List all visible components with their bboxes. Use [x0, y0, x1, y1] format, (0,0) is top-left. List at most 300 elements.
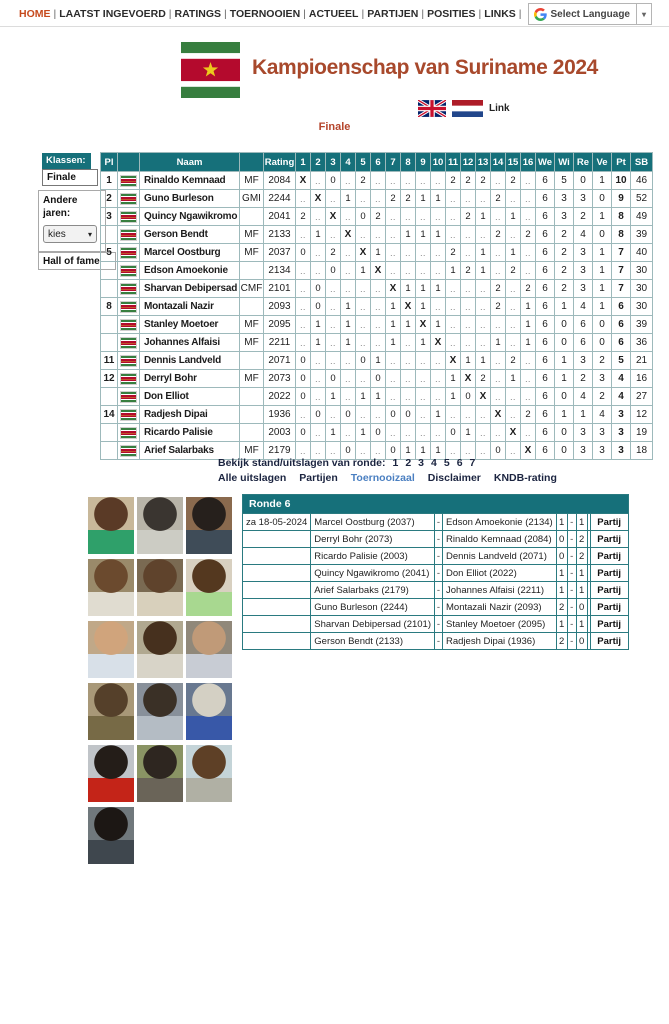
cell-result: 2 [521, 280, 536, 298]
cell-wi: 2 [555, 262, 574, 280]
cell-score-home: 2 [556, 599, 567, 616]
col-header-re: Re [574, 153, 593, 172]
cell-result: .. [461, 190, 476, 208]
top-nav [0, 3, 669, 25]
cell-result: .. [326, 442, 341, 460]
cell-score-away: 1 [576, 565, 587, 582]
cell-sb: 49 [631, 208, 653, 226]
cell-player-name: Don Elliot [140, 388, 240, 406]
round-link-7[interactable]: 7 [469, 457, 476, 469]
cell-flag [118, 424, 140, 442]
suriname-mini-flag-icon [121, 230, 136, 240]
cell-flag [118, 442, 140, 460]
round-links-line [218, 457, 475, 469]
cell-result: 2 [506, 262, 521, 280]
cell-wi: 3 [555, 208, 574, 226]
sidebar-andere-jaren-box [38, 190, 106, 252]
cell-result: 1 [521, 316, 536, 334]
link-partijen[interactable]: Partijen [299, 472, 338, 484]
language-selector[interactable] [528, 3, 652, 25]
player-photo [88, 621, 134, 678]
cell-away-player: Dennis Landveld (2071) [443, 548, 557, 565]
round-results-body [243, 495, 629, 650]
cell-result: .. [491, 262, 506, 280]
crosstable-row [101, 208, 653, 226]
link-toernooizaal[interactable]: Toernooizaal [350, 472, 415, 484]
cell-result: 1 [431, 442, 446, 460]
suriname-mini-flag-icon [121, 194, 136, 204]
cell-result: .. [491, 244, 506, 262]
language-link-row [418, 100, 510, 117]
cell-rating: 1936 [264, 406, 296, 424]
cell-result: .. [476, 442, 491, 460]
cell-date [243, 616, 311, 633]
round-result-row [243, 582, 629, 599]
col-header-round-15: 15 [506, 153, 521, 172]
suriname-mini-flag-icon [121, 212, 136, 222]
cell-result: 0 [491, 442, 506, 460]
cell-result: 1 [476, 262, 491, 280]
cell-rank [101, 226, 118, 244]
game-link[interactable]: Partij [590, 582, 628, 599]
cell-result: .. [416, 388, 431, 406]
cell-result: 1 [311, 226, 326, 244]
cell-result: .. [311, 244, 326, 262]
crosstable-row [101, 424, 653, 442]
cell-flag [118, 298, 140, 316]
cell-pt: 5 [612, 352, 631, 370]
round-link-5[interactable]: 5 [443, 457, 450, 469]
cell-re: 3 [574, 424, 593, 442]
player-photo [88, 745, 134, 802]
crosstable-row [101, 352, 653, 370]
cell-result: 1 [476, 208, 491, 226]
cell-player-name: Quincy Ngawikromo [140, 208, 240, 226]
cell-flag [118, 316, 140, 334]
round-link-1[interactable]: 1 [392, 457, 399, 469]
round-result-row [243, 599, 629, 616]
game-link[interactable]: Partij [590, 565, 628, 582]
cell-result: .. [416, 172, 431, 190]
cell-result: 2 [461, 208, 476, 226]
player-photo [88, 497, 134, 554]
cell-score-home: 1 [556, 514, 567, 531]
cell-result: 1 [416, 298, 431, 316]
cell-date: za 18-05-2024 [243, 514, 311, 531]
cell-result: 1 [386, 316, 401, 334]
suriname-flag-icon [181, 42, 240, 103]
round-links-prefix: Bekijk stand/uitslagen van ronde: [218, 457, 386, 469]
cell-result: .. [401, 352, 416, 370]
player-photo [88, 559, 134, 616]
cell-result: .. [371, 280, 386, 298]
cell-result: .. [386, 262, 401, 280]
cell-result: .. [521, 424, 536, 442]
cell-result: .. [506, 334, 521, 352]
cell-title: MF [240, 172, 264, 190]
cell-ve: 4 [593, 406, 612, 424]
suriname-mini-flag-icon [121, 356, 136, 366]
col-header-pl: Pl [101, 153, 118, 172]
cell-pt: 10 [612, 172, 631, 190]
round-link-2[interactable]: 2 [405, 457, 412, 469]
suriname-mini-flag-icon [121, 410, 136, 420]
cell-wi: 0 [555, 424, 574, 442]
cell-title: MF [240, 244, 264, 262]
cell-score-away: 1 [576, 582, 587, 599]
cell-player-name: Gerson Bendt [140, 226, 240, 244]
cell-result: .. [521, 388, 536, 406]
nav-item-actueel[interactable]: ACTUEEL [308, 8, 359, 20]
cell-result: .. [416, 406, 431, 424]
cell-result: .. [506, 406, 521, 424]
cell-ve: 1 [593, 172, 612, 190]
col-header-round-8: 8 [401, 153, 416, 172]
game-link[interactable]: Partij [590, 599, 628, 616]
cell-title: MF [240, 226, 264, 244]
cell-title: MF [240, 334, 264, 352]
nav-separator: | [518, 8, 522, 20]
cell-result: 2 [506, 172, 521, 190]
cell-score-away: 1 [576, 616, 587, 633]
round-result-row [243, 531, 629, 548]
crosstable-row [101, 280, 653, 298]
cell-result: X [371, 262, 386, 280]
crosstable-header-row [101, 153, 653, 172]
cell-result: .. [401, 334, 416, 352]
cell-result: .. [521, 190, 536, 208]
cell-result: 0 [311, 280, 326, 298]
cell-player-name: Montazali Nazir [140, 298, 240, 316]
cell-rank: 11 [101, 352, 118, 370]
cell-pt: 7 [612, 244, 631, 262]
cell-result: 0 [401, 406, 416, 424]
col-header-round-12: 12 [461, 153, 476, 172]
cell-result: .. [401, 262, 416, 280]
uk-flag-icon[interactable] [418, 100, 446, 117]
cell-result: .. [386, 172, 401, 190]
cell-result: 1 [446, 262, 461, 280]
cell-result: 0 [311, 298, 326, 316]
cell-result: 2 [326, 244, 341, 262]
cell-score-away: 0 [576, 633, 587, 650]
cell-re: 3 [574, 190, 593, 208]
cell-re: 3 [574, 442, 593, 460]
cell-ve: 0 [593, 316, 612, 334]
col-header-wi: Wi [555, 153, 574, 172]
nav-item-ratings[interactable]: RATINGS [174, 8, 222, 20]
cell-result: 1 [326, 388, 341, 406]
col-header-rating: Rating [264, 153, 296, 172]
cell-result: .. [446, 208, 461, 226]
cell-date [243, 599, 311, 616]
cell-result: .. [401, 370, 416, 388]
link-label[interactable]: Link [489, 103, 510, 114]
cell-result: X [461, 370, 476, 388]
game-link[interactable]: Partij [590, 531, 628, 548]
cell-we: 6 [536, 280, 555, 298]
cell-rank: 8 [101, 298, 118, 316]
cell-player-name: Dennis Landveld [140, 352, 240, 370]
cell-result: .. [311, 442, 326, 460]
cell-result: 1 [416, 226, 431, 244]
cell-result: .. [476, 424, 491, 442]
cell-ve: 1 [593, 280, 612, 298]
cell-ve: 1 [593, 262, 612, 280]
cell-we: 6 [536, 316, 555, 334]
cell-result: .. [491, 172, 506, 190]
cell-result: 1 [521, 334, 536, 352]
cell-result: .. [386, 226, 401, 244]
suriname-mini-flag-icon [121, 446, 136, 456]
cell-player-name: Marcel Oostburg [140, 244, 240, 262]
cell-player-name: Johannes Alfaisi [140, 334, 240, 352]
cell-result: X [446, 352, 461, 370]
cell-title [240, 298, 264, 316]
cell-result: 1 [416, 280, 431, 298]
cell-we: 6 [536, 424, 555, 442]
player-photo [186, 497, 232, 554]
cell-result: 2 [491, 226, 506, 244]
suriname-mini-flag-icon [121, 248, 136, 258]
cell-sb: 36 [631, 334, 653, 352]
cell-player-name: Guno Burleson [140, 190, 240, 208]
cell-rank: 1 [101, 172, 118, 190]
cell-ve: 2 [593, 388, 612, 406]
cell-away-player: Edson Amoekonie (2134) [443, 514, 557, 531]
cell-pt: 6 [612, 316, 631, 334]
cell-result: 1 [371, 352, 386, 370]
cell-result: .. [416, 244, 431, 262]
cell-result: .. [386, 388, 401, 406]
cell-score-home: 1 [556, 616, 567, 633]
cell-result: .. [296, 262, 311, 280]
cell-result: .. [311, 262, 326, 280]
cell-result: 1 [371, 244, 386, 262]
crosstable-row [101, 190, 653, 208]
player-photo [186, 745, 232, 802]
cell-re: 3 [574, 280, 593, 298]
cell-result: .. [491, 208, 506, 226]
cell-result: 2 [491, 298, 506, 316]
cell-result: .. [521, 172, 536, 190]
game-link[interactable]: Partij [590, 514, 628, 531]
cell-re: 0 [574, 172, 593, 190]
cell-result: 1 [416, 334, 431, 352]
cell-wi: 1 [555, 298, 574, 316]
cell-result: 2 [401, 190, 416, 208]
nav-item-posities[interactable]: POSITIES [427, 8, 476, 20]
cell-sb: 46 [631, 172, 653, 190]
cell-result: 0 [356, 208, 371, 226]
cell-result: 1 [401, 280, 416, 298]
andere-jaren-label: Andere jaren: [43, 195, 78, 219]
cell-rating: 2095 [264, 316, 296, 334]
cell-result: .. [446, 280, 461, 298]
cell-result: 1 [311, 334, 326, 352]
cell-re: 3 [574, 352, 593, 370]
nav-separator: | [421, 8, 425, 20]
cell-result: .. [296, 316, 311, 334]
cell-result: 1 [521, 298, 536, 316]
crosstable-row [101, 226, 653, 244]
cell-ve: 0 [593, 190, 612, 208]
chevron-down-icon[interactable]: ▾ [636, 4, 651, 24]
cell-wi: 0 [555, 334, 574, 352]
cell-result: .. [386, 370, 401, 388]
cell-pt: 8 [612, 208, 631, 226]
cell-rank [101, 316, 118, 334]
link-disclaimer[interactable]: Disclaimer [427, 472, 481, 484]
cell-re: 3 [574, 244, 593, 262]
cell-title: MF [240, 316, 264, 334]
section-subtitle: Finale [318, 121, 351, 133]
round-link-3[interactable]: 3 [418, 457, 424, 469]
sidebar-item-finale[interactable]: Finale [42, 169, 98, 186]
suriname-mini-flag-icon [121, 392, 136, 402]
cell-sb: 39 [631, 226, 653, 244]
sidebar-item-hall-of-fame[interactable]: Hall of fame [38, 252, 116, 270]
cell-result: .. [401, 424, 416, 442]
cell-result: .. [461, 334, 476, 352]
cell-score-away: 0 [576, 599, 587, 616]
cell-wi: 2 [555, 280, 574, 298]
cell-result: .. [431, 244, 446, 262]
cell-sb: 21 [631, 352, 653, 370]
cell-result: 1 [431, 406, 446, 424]
nav-separator: | [478, 8, 482, 20]
round-results-header [243, 495, 629, 514]
cell-result: .. [371, 334, 386, 352]
cell-result: .. [476, 298, 491, 316]
nav-item-home[interactable]: HOME [19, 8, 51, 20]
cell-result: .. [446, 406, 461, 424]
nav-item-partijen[interactable]: PARTIJEN [367, 8, 419, 20]
cell-result: 1 [461, 352, 476, 370]
cell-we: 6 [536, 388, 555, 406]
round-link-6[interactable]: 6 [456, 457, 463, 469]
cell-home-player: Derryl Bohr (2073) [311, 531, 435, 548]
game-link[interactable]: Partij [590, 633, 628, 650]
cell-rating: 2041 [264, 208, 296, 226]
cell-we: 6 [536, 298, 555, 316]
cell-flag [118, 244, 140, 262]
cell-result: .. [401, 388, 416, 406]
cell-result: 0 [326, 370, 341, 388]
game-link[interactable]: Partij [590, 616, 628, 633]
netherlands-flag-icon[interactable] [452, 100, 483, 117]
cell-result: X [341, 226, 356, 244]
cell-result: .. [461, 298, 476, 316]
player-photo [88, 807, 134, 864]
cell-result: .. [476, 406, 491, 424]
col-header-naam: Naam [140, 153, 240, 172]
cell-re: 6 [574, 316, 593, 334]
cell-result: 1 [386, 298, 401, 316]
cell-result: .. [296, 442, 311, 460]
cell-result: 0 [296, 352, 311, 370]
nav-item-laatst-ingevoerd[interactable]: LAATST INGEVOERD [59, 8, 166, 20]
cell-flag [118, 190, 140, 208]
cell-we: 6 [536, 262, 555, 280]
cell-result: .. [296, 334, 311, 352]
nav-item-links[interactable]: LINKS [484, 8, 516, 20]
cell-score-dash: - [567, 531, 576, 548]
cell-result: .. [371, 406, 386, 424]
nav-separator: | [303, 8, 306, 20]
cell-result: .. [311, 208, 326, 226]
year-select[interactable] [43, 225, 97, 243]
cell-pt: 4 [612, 388, 631, 406]
cell-score-home: 0 [556, 531, 567, 548]
nav-separator: | [361, 8, 365, 20]
link-kndb-rating[interactable]: KNDB-rating [493, 472, 557, 484]
cell-result: .. [521, 208, 536, 226]
round-result-row [243, 633, 629, 650]
cell-result: .. [491, 424, 506, 442]
cell-away-player: Don Elliot (2022) [443, 565, 557, 582]
cell-result: 1 [491, 334, 506, 352]
cell-rating: 2101 [264, 280, 296, 298]
col-header-round-13: 13 [476, 153, 491, 172]
suriname-mini-flag-icon [121, 338, 136, 348]
nav-item-toernooien[interactable]: TOERNOOIEN [229, 8, 301, 20]
cell-score-away: 1 [576, 514, 587, 531]
nav-separator: | [168, 8, 172, 20]
crosstable-row [101, 334, 653, 352]
cell-dash: - [435, 531, 443, 548]
cell-rank [101, 280, 118, 298]
cell-we: 6 [536, 442, 555, 460]
cell-result: .. [371, 316, 386, 334]
cell-flag [118, 280, 140, 298]
round-links-numbers [385, 457, 475, 469]
cell-result: 1 [386, 334, 401, 352]
cell-result: .. [431, 172, 446, 190]
footer-links [218, 472, 557, 484]
select-chevron-icon: ▾ [87, 229, 92, 239]
crosstable-row [101, 298, 653, 316]
player-photo [137, 621, 183, 678]
game-link[interactable]: Partij [590, 548, 628, 565]
cell-wi: 1 [555, 352, 574, 370]
cell-result: .. [386, 352, 401, 370]
cell-result: .. [416, 352, 431, 370]
cell-rating: 2003 [264, 424, 296, 442]
cell-result: .. [446, 226, 461, 244]
suriname-mini-flag-icon [121, 266, 136, 276]
round-link-4[interactable]: 4 [431, 457, 437, 469]
suriname-mini-flag-icon [121, 374, 136, 384]
cell-result: .. [521, 262, 536, 280]
cell-result: X [491, 406, 506, 424]
cell-result: .. [506, 298, 521, 316]
cell-result: .. [326, 334, 341, 352]
cell-result: .. [356, 316, 371, 334]
cell-score-dash: - [567, 582, 576, 599]
cell-player-name: Rinaldo Kemnaad [140, 172, 240, 190]
cell-result: .. [311, 370, 326, 388]
cell-re: 2 [574, 370, 593, 388]
cell-result: .. [326, 298, 341, 316]
player-photo [137, 683, 183, 740]
col-header-round-1: 1 [296, 153, 311, 172]
link-alle-uitslagen[interactable]: Alle uitslagen [218, 472, 287, 484]
cell-re: 4 [574, 226, 593, 244]
cell-result: .. [506, 190, 521, 208]
cell-result: 1 [431, 226, 446, 244]
cell-score-dash: - [567, 565, 576, 582]
